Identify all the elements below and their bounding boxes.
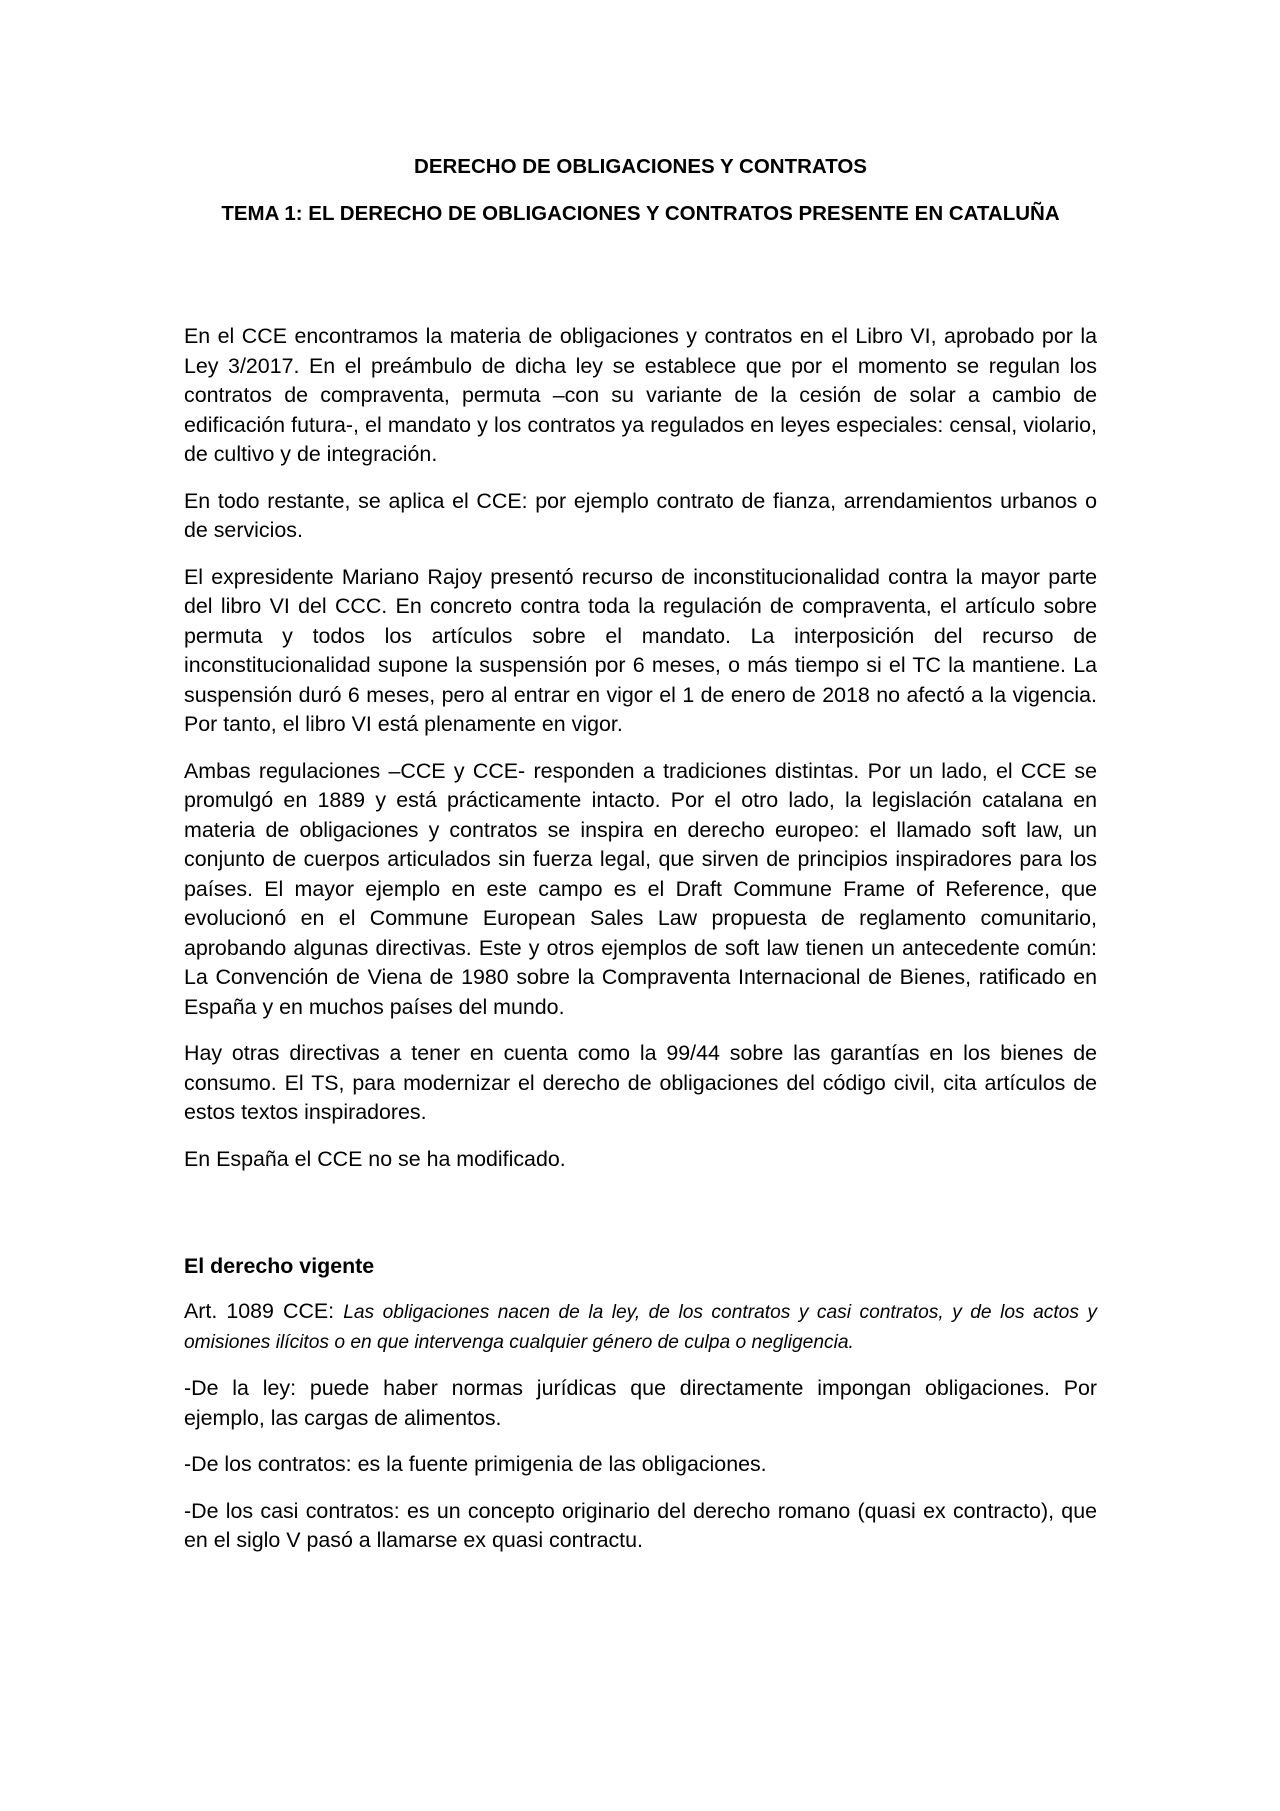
paragraph-5: Hay otras directivas a tener en cuenta como la 99/44 sobre las garantías en los bienes de consumo. El TS, para modernizar el derecho de obligaciones del código civil, cita artículos de estos textos inspiradores.: [184, 1041, 1097, 1124]
document-subtitle: TEMA 1: EL DERECHO DE OBLIGACIONES Y CONTRATOS PRESENTE EN CATALUÑA: [221, 202, 1060, 225]
document-title: DERECHO DE OBLIGACIONES Y CONTRATOS: [414, 155, 867, 178]
section-heading: El derecho vigente: [184, 1254, 375, 1278]
paragraph-6: En España el CCE no se ha modificado.: [184, 1146, 566, 1171]
list-item-contratos: -De los contratos: es la fuente primigenia de las obligaciones.: [184, 1452, 767, 1476]
document-body: [184, 322, 1097, 1573]
article-lead: Art. 1089 CCE:: [184, 1299, 344, 1323]
paragraph-4: Ambas regulaciones –CCE y CCE- responden a tradiciones distintas. Por un lado, el CCE se promulgó en 1889 y está prácticamente intacto. Por el otro lado, la legislación catalana en materia de obligaciones y contratos se inspira en derecho europeo: el llamado soft law, un conjunto de cuerpos articulados sin fuerza legal, que sirven de principios inspiradores para los países. El mayor ejemplo en este campo es el Draft Commune Frame of Reference, que evolucionó en el Commune European Sales Law propuesta de reglamento comunitario, aprobando algunas directivas. Este y otros ejemplos de soft law tienen un antecedente común: La Convención de Viena de 1980 sobre la Compraventa Internacional de Bienes, ratificado en España y en muchos países del mundo.: [184, 758, 1097, 1019]
article-citation: [184, 1297, 1097, 1357]
article-quote: Las obligaciones nacen de la ley, de los contratos y casi contratos, y de los actos y omisiones ilícitos o en que intervenga cualquier género de culpa o negligencia.: [184, 1302, 1097, 1353]
paragraph-1: En el CCE encontramos la materia de obligaciones y contratos en el Libro VI, aprobado por la Ley 3/2017. En el preámbulo de dicha ley se establece que por el momento se regulan los contratos de compraventa, permuta –con su variante de la cesión de solar a cambio de edificación futura-, el mandato y los contratos ya regulados en leyes especiales: censal, violario, de cultivo y de integración.: [184, 324, 1097, 466]
list-item-casi-contratos: -De los casi contratos: es un concepto originario del derecho romano (quasi ex contracto), que en el siglo V pasó a llamarse ex quasi contractu.: [184, 1498, 1097, 1552]
paragraph-2: En todo restante, se aplica el CCE: por ejemplo contrato de fianza, arrendamientos urbanos o de servicios.: [184, 488, 1097, 542]
paragraph-3: El expresidente Mariano Rajoy presentó recurso de inconstitucionalidad contra la mayor parte del libro VI del CCC. En concreto contra toda la regulación de compraventa, el artículo sobre permuta y todos los artículos sobre el mandato. La interposición del recurso de inconstitucionalidad supone la suspensión por 6 meses, o más tiempo si el TC la mantiene. La suspensión duró 6 meses, pero al entrar en vigor el 1 de enero de 2018 no afectó a la vigencia. Por tanto, el libro VI está plenamente en vigor.: [184, 564, 1097, 736]
list-item-ley: -De la ley: puede haber normas jurídicas que directamente impongan obligaciones. Por ejemplo, las cargas de alimentos.: [184, 1376, 1097, 1430]
